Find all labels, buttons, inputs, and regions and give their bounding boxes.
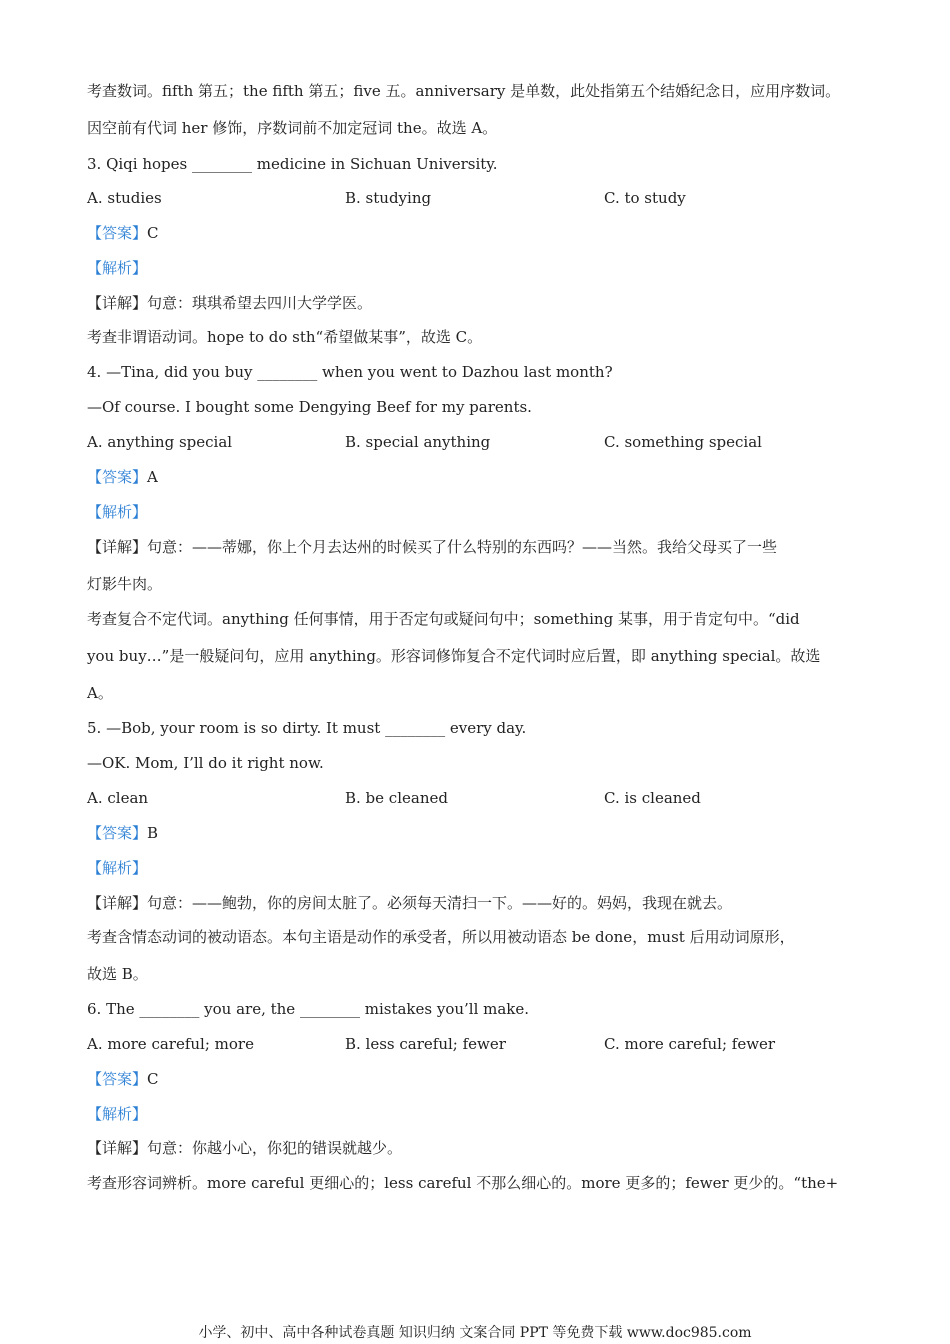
q3-option-a: A. studies [87, 189, 162, 207]
q3-option-c: C. to study [604, 189, 686, 207]
q6-option-a: A. more careful; more [87, 1035, 254, 1053]
intro-line-2: 因空前有代词 her 修饰，序数词前不加定冠词 the。故选 A。 [87, 119, 498, 137]
q3-detail-text: 句意：琪琪希望去四川大学学医。 [147, 294, 373, 312]
q5-detail [87, 893, 732, 913]
q4-explain-3: A。 [87, 684, 113, 702]
q6-answer-value: C [147, 1070, 159, 1088]
q4-stem-1: 4. —Tina, did you buy ________ when you went to Dazhou last month? [87, 363, 613, 381]
detail-label: 【详解】 [87, 538, 148, 556]
q5-option-c: C. is cleaned [604, 789, 701, 807]
q3-detail [87, 293, 372, 313]
q5-analysis-label: 【解析】 [87, 859, 148, 877]
q4-detail-2: 灯影牛肉。 [87, 575, 163, 593]
q6-analysis-label: 【解析】 [87, 1105, 148, 1123]
q6-stem: 6. The ________ you are, the ________ mistakes you’ll make. [87, 1000, 530, 1018]
page-footer: 小学、初中、高中各种试卷真题 知识归纳 文案合同 PPT 等免费下载 www.doc985.com [198, 1325, 752, 1341]
answer-label: 【答案】 [87, 224, 148, 242]
q3-stem: 3. Qiqi hopes ________ medicine in Sichuan University. [87, 155, 498, 173]
answer-label: 【答案】 [87, 824, 148, 842]
q4-answer [87, 467, 158, 487]
q4-option-c: C. something special [604, 433, 762, 451]
intro-line-1: 考查数词。fifth 第五；the fifth 第五；five 五。anniversary 是单数，此处指第五个结婚纪念日，应用序数词。 [87, 82, 841, 100]
answer-label: 【答案】 [87, 468, 148, 486]
q4-option-b: B. special anything [345, 433, 491, 451]
q4-explain-2: you buy…”是一般疑问句，应用 anything。形容词修饰复合不定代词时应后置，即 anything special。故选 [87, 647, 821, 665]
answer-label: 【答案】 [87, 1070, 148, 1088]
q4-option-a: A. anything special [87, 433, 233, 451]
q6-option-c: C. more careful; fewer [604, 1035, 776, 1053]
detail-label: 【详解】 [87, 894, 148, 912]
q6-option-b: B. less careful; fewer [345, 1035, 506, 1053]
q3-answer [87, 223, 159, 243]
q4-answer-value: A [147, 468, 158, 486]
q4-analysis-label: 【解析】 [87, 503, 148, 521]
q6-answer [87, 1069, 159, 1089]
q5-answer [87, 823, 158, 843]
q5-option-b: B. be cleaned [345, 789, 448, 807]
q3-analysis-label: 【解析】 [87, 259, 148, 277]
q5-stem-2: —OK. Mom, I’ll do it right now. [87, 754, 324, 772]
q5-detail-text: 句意：——鲍勃，你的房间太脏了。必须每天清扫一下。——好的。妈妈，我现在就去。 [147, 894, 733, 912]
detail-label: 【详解】 [87, 294, 148, 312]
q6-explain: 考查形容词辨析。more careful 更细心的；less careful 不那么细心的。more 更多的；fewer 更少的。“the+ [87, 1174, 839, 1192]
q3-answer-value: C [147, 224, 159, 242]
q6-detail [87, 1138, 402, 1158]
detail-label: 【详解】 [87, 1139, 148, 1157]
q3-explain: 考查非谓语动词。hope to do sth“希望做某事”，故选 C。 [87, 328, 483, 346]
q5-option-a: A. clean [87, 789, 149, 807]
q5-stem-1: 5. —Bob, your room is so dirty. It must ________ every day. [87, 719, 527, 737]
q5-explain-2: 故选 B。 [87, 965, 148, 983]
q4-explain-1: 考查复合不定代词。anything 任何事情，用于否定句或疑问句中；something 某事，用于肯定句中。“did [87, 610, 800, 628]
q6-detail-text: 句意：你越小心，你犯的错误就越少。 [147, 1139, 403, 1157]
q5-answer-value: B [147, 824, 159, 842]
q4-detail-1 [87, 537, 777, 557]
q4-stem-2: —Of course. I bought some Dengying Beef for my parents. [87, 398, 532, 416]
q5-explain-1: 考查含情态动词的被动语态。本句主语是动作的承受者，所以用被动语态 be done，must 后用动词原形， [87, 928, 795, 946]
q3-option-b: B. studying [345, 189, 432, 207]
q4-detail-text: 句意：——蒂娜，你上个月去达州的时候买了什么特别的东西吗？——当然。我给父母买了一些 [147, 538, 778, 556]
